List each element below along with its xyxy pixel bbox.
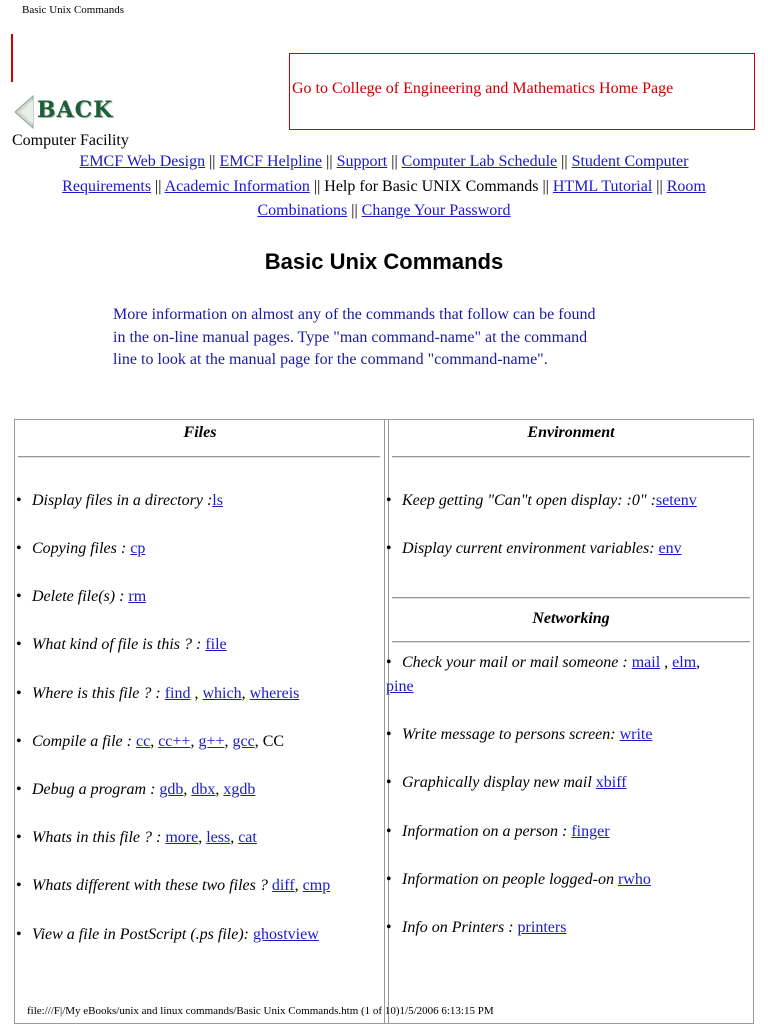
cmd-link-rm[interactable]: rm [128, 588, 147, 605]
files-item [16, 492, 223, 510]
files-item [16, 926, 319, 944]
cmd-link-cc-plus[interactable]: cc++ [158, 733, 191, 750]
item-desc: Where is this file ? : [32, 685, 165, 702]
cmd-link-cat[interactable]: cat [238, 829, 257, 846]
bullet-icon: • [16, 926, 22, 943]
networking-item [386, 823, 610, 841]
cmd-link-gdb[interactable]: gdb [159, 781, 184, 798]
networking-item [386, 919, 566, 937]
cmd-link-env[interactable]: env [658, 540, 682, 557]
nav-help-unix-current: Help for Basic UNIX Commands [324, 177, 539, 195]
red-marker [11, 34, 13, 82]
nav-separator: || [313, 177, 321, 195]
networking-header: Networking [532, 610, 610, 627]
cmd-link-whereis[interactable]: whereis [249, 685, 300, 702]
item-desc: Check your mail or mail someone : [402, 654, 632, 671]
environment-item [386, 540, 682, 558]
bullet-icon: • [386, 726, 392, 743]
bullet-icon: • [386, 540, 392, 557]
print-footer-url: file:///F|/My eBooks/unix and linux commands/Basic Unix Commands.htm (1 of 10)1/5/2006 6:13:15 PM [27, 1005, 494, 1017]
item-desc: Write message to persons screen: [402, 726, 620, 743]
item-desc: Information on people logged-on [402, 871, 618, 888]
environment-section-rule [392, 597, 750, 599]
cmd-link-gpp[interactable]: g++ [198, 733, 225, 750]
environment-header: Environment [527, 424, 615, 441]
cmd-link-more[interactable]: more [165, 829, 199, 846]
nav-room[interactable]: Room [666, 177, 706, 195]
item-desc: Graphically display new mail [402, 774, 596, 791]
cmd-link-cp[interactable]: cp [130, 540, 146, 557]
intro-line: More information on almost any of the commands that follow can be found [113, 306, 596, 323]
files-item: • Whats different with these two files ? diff, cmp [16, 877, 331, 894]
cmd-link-ghostview[interactable]: ghostview [253, 926, 319, 943]
files-item [16, 588, 146, 606]
cmd-link-setenv[interactable]: setenv [655, 492, 697, 509]
bullet-icon: • [16, 877, 22, 894]
nav-separator: || [542, 177, 549, 195]
nav-emcf-helpline[interactable]: EMCF Helpline [219, 153, 323, 170]
intro-line: line to look at the manual page for the command "command-name". [113, 351, 548, 368]
cmd-link-xbiff[interactable]: xbiff [595, 774, 627, 791]
item-desc: Delete file(s) : [32, 588, 129, 605]
cmd-link-dbx[interactable]: dbx [191, 781, 216, 798]
intro-paragraph [113, 304, 643, 372]
nav-change-password[interactable]: Change Your Password [361, 202, 511, 219]
files-item [16, 540, 145, 558]
files-item: • Where is this file ? : find , which, whereis [16, 685, 300, 702]
networking-item-wrap [386, 678, 414, 696]
item-desc: Whats different with these two files ? [32, 877, 272, 894]
home-page-link[interactable]: Go to College of Engineering and Mathematics Home Page [292, 80, 674, 97]
cmd-link-find[interactable]: find [164, 685, 191, 702]
bullet-icon: • [386, 774, 392, 791]
nav-separator: || [351, 202, 358, 219]
bullet-icon: • [16, 733, 22, 750]
environment-header-rule [392, 456, 750, 458]
back-button[interactable] [11, 94, 113, 130]
cmd-link-pine[interactable]: pine [386, 678, 414, 695]
nav-separator: || [155, 177, 162, 195]
nav-separator: || [326, 153, 333, 170]
cmd-link-gcc[interactable]: gcc [232, 733, 255, 750]
facility-label: Computer Facility [12, 132, 129, 149]
item-desc: Display current environment variables: [402, 540, 659, 557]
nav-separator: || [656, 177, 663, 195]
nav-requirements[interactable]: Requirements [62, 177, 152, 195]
networking-header-rule [392, 641, 750, 643]
cmd-link-file[interactable]: file [205, 636, 227, 653]
networking-item [386, 774, 627, 792]
cmd-link-finger[interactable]: finger [571, 823, 610, 840]
item-desc: Whats in this file ? : [32, 829, 166, 846]
bullet-icon: • [16, 636, 22, 653]
bullet-icon: • [386, 871, 392, 888]
cmd-link-cmp[interactable]: cmp [302, 877, 331, 894]
cmd-link-ls[interactable]: ls [212, 492, 223, 509]
cmd-text-CC: CC [262, 733, 285, 750]
bullet-icon: • [386, 654, 392, 671]
column-divider [384, 419, 385, 1024]
files-header-rule [18, 456, 380, 458]
networking-item [386, 871, 651, 889]
nav-separator: || [209, 153, 216, 170]
cmd-link-elm[interactable]: elm [672, 654, 697, 671]
nav-lab-schedule[interactable]: Computer Lab Schedule [401, 153, 558, 170]
cmd-link-diff[interactable]: diff [271, 877, 295, 894]
nav-combinations[interactable]: Combinations [257, 202, 348, 219]
nav-support[interactable]: Support [336, 153, 388, 170]
cmd-link-xgdb[interactable]: xgdb [223, 781, 256, 798]
item-desc: Compile a file : [32, 733, 136, 750]
item-desc: View a file in PostScript (.ps file): [32, 926, 253, 943]
networking-item [386, 726, 652, 744]
nav-student-computer[interactable]: Student Computer [571, 153, 689, 170]
bullet-icon: • [386, 919, 392, 936]
nav-links [24, 150, 744, 224]
cmd-link-which[interactable]: which [202, 685, 242, 702]
files-header: Files [183, 424, 217, 441]
bullet-icon: • [386, 492, 392, 509]
page-title: Basic Unix Commands [264, 249, 504, 274]
environment-item [386, 492, 697, 510]
browser-page-title: Basic Unix Commands [22, 4, 125, 16]
item-desc: Info on Printers : [402, 919, 518, 936]
files-item [16, 636, 227, 654]
nav-academic-information[interactable]: Academic Information [164, 177, 310, 195]
item-desc: Information on a person : [402, 823, 572, 840]
cmd-link-rwho[interactable]: rwho [617, 871, 651, 888]
nav-emcf-web-design[interactable]: EMCF Web Design [79, 153, 206, 170]
files-item: • Whats in this file ? : more, less, cat [16, 829, 257, 846]
cmd-link-mail[interactable]: mail [631, 654, 661, 671]
bullet-icon: • [16, 685, 22, 702]
cmd-link-write[interactable]: write [619, 726, 653, 743]
bullet-icon: • [16, 492, 22, 509]
cmd-link-cc[interactable]: cc [135, 733, 151, 750]
item-desc: What kind of file is this ? : [32, 636, 206, 653]
files-item: • Debug a program : gdb, dbx, xgdb [16, 781, 256, 798]
nav-separator: || [391, 153, 398, 170]
nav-separator: || [561, 153, 568, 170]
item-desc: Debug a program : [32, 781, 160, 798]
bullet-icon: • [16, 781, 22, 798]
back-button-label: BACK [37, 97, 114, 123]
bullet-icon: • [16, 829, 22, 846]
item-desc: Display files in a directory : [32, 492, 213, 509]
bullet-icon: • [16, 588, 22, 605]
files-item: • Compile a file : cc, cc++, g++, gcc, CC [16, 733, 285, 750]
intro-line: in the on-line manual pages. Type "man command-name" at the command [113, 328, 588, 346]
cmd-link-printers[interactable]: printers [517, 919, 567, 936]
bullet-icon: • [16, 540, 22, 557]
item-desc: Copying files : [32, 540, 131, 557]
bullet-icon: • [386, 823, 392, 840]
networking-item: • Check your mail or mail someone : mail , elm, [386, 654, 701, 671]
cmd-link-less[interactable]: less [206, 829, 231, 846]
nav-html-tutorial[interactable]: HTML Tutorial [552, 177, 653, 195]
item-desc: Keep getting "Can"t open display: :0" : [402, 492, 656, 509]
